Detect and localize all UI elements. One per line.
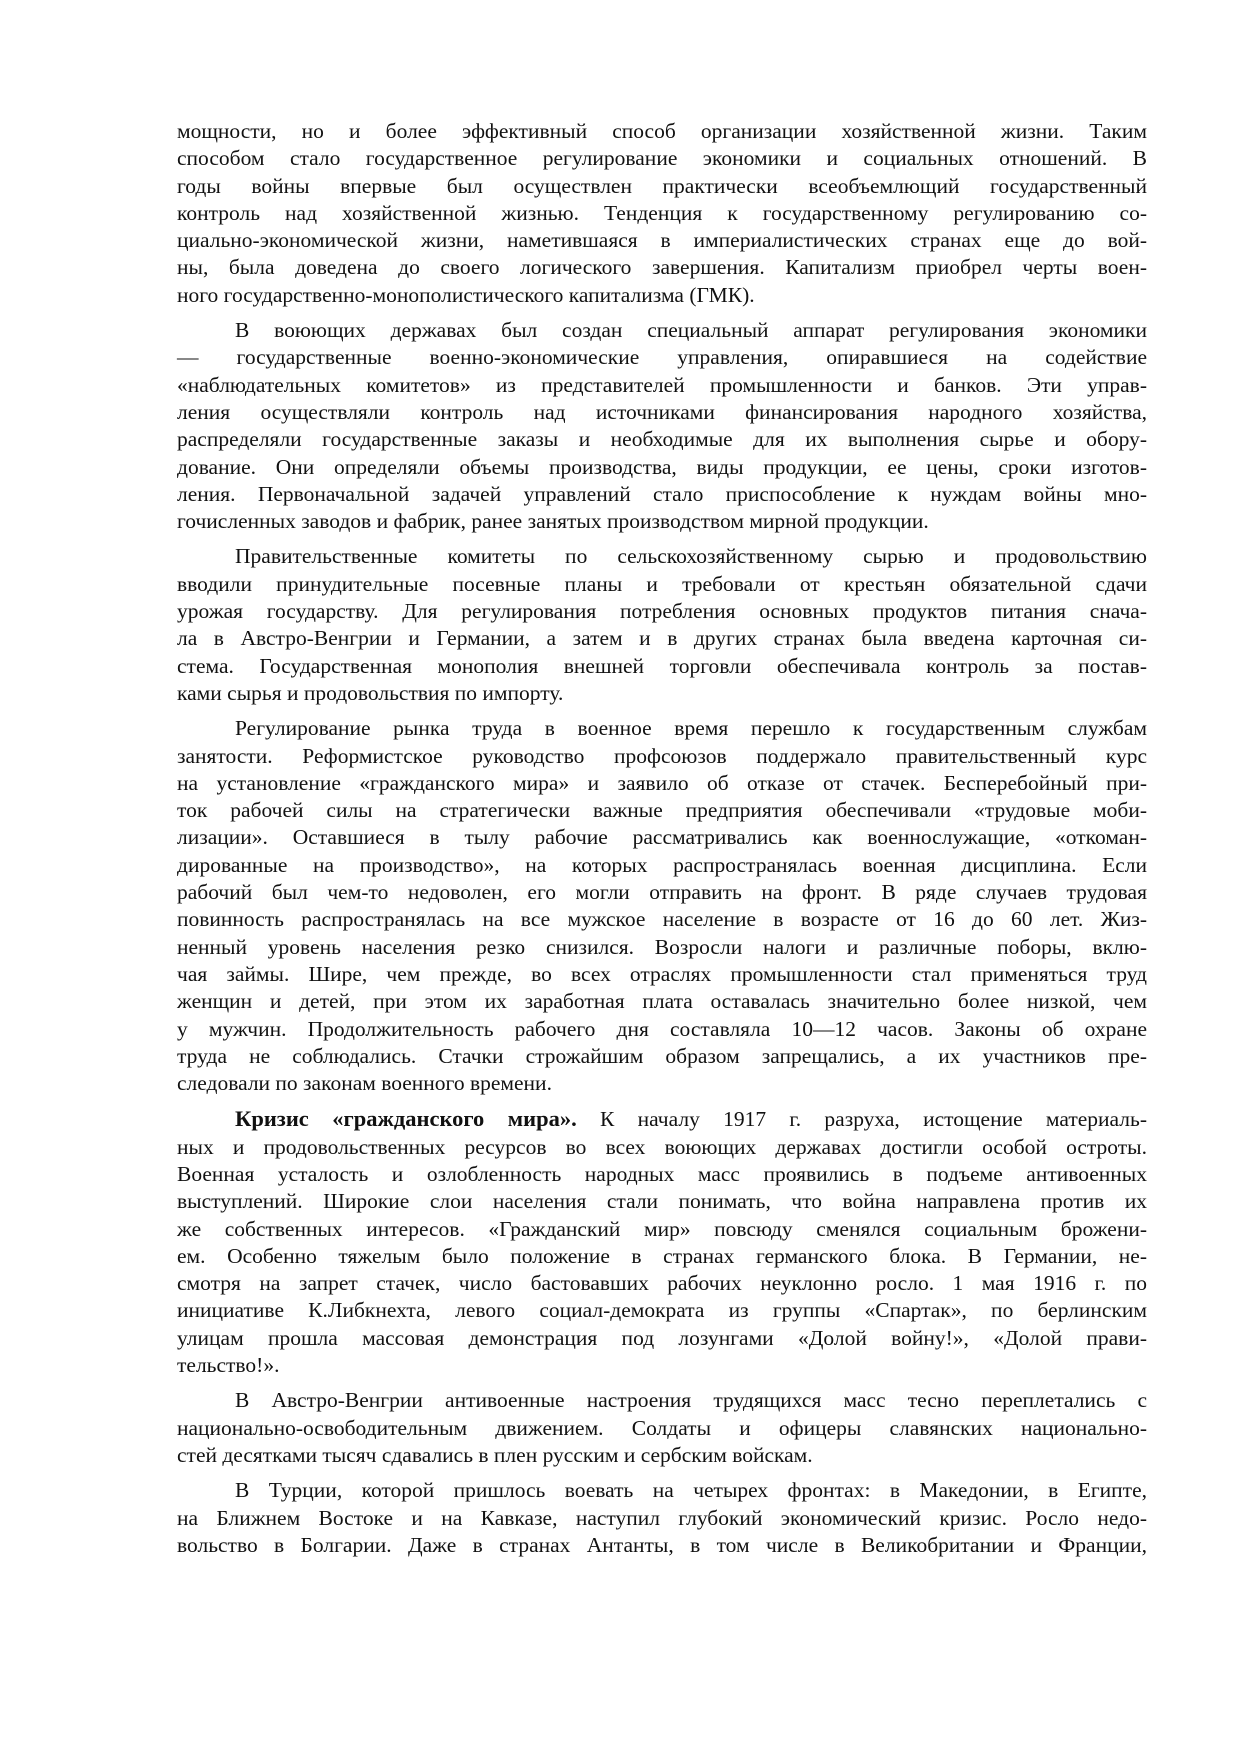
text-line: на Ближнем Востоке и на Кавказе, наступил глубокий экономический кризис. Росло недо- bbox=[177, 1505, 1147, 1530]
text-line: повинность распространялась на все мужское население в возрасте от 16 до 60 лет. Жиз- bbox=[177, 907, 1147, 932]
text-line: на установление «гражданского мира» и заявило об отказе от стачек. Бесперебойный при- bbox=[177, 770, 1147, 795]
text-line: тельство!». bbox=[177, 1353, 280, 1378]
text-line: В Турции, которой пришлось воевать на четырех фронтах: в Македонии, в Египте, bbox=[235, 1478, 1147, 1503]
text-line: ления осуществляли контроль над источниками финансирования народного хозяйства, bbox=[177, 399, 1147, 424]
text-line: смотря на запрет стачек, число бастовавших рабочих неуклонно росло. 1 мая 1916 г. по bbox=[177, 1271, 1147, 1296]
text-line: стема. Государственная монополия внешней торговли обеспечивала контроль за постав- bbox=[177, 653, 1147, 678]
text-line: способом стало государственное регулирование экономики и социальных отношений. В bbox=[177, 146, 1147, 171]
text-line: улицам прошла массовая демонстрация под лозунгами «Долой войну!», «Долой прави- bbox=[177, 1325, 1147, 1350]
text-line: следовали по законам военного времени. bbox=[177, 1071, 552, 1096]
text-line: распределяли государственные заказы и необходимые для их выполнения сырье и обору- bbox=[177, 427, 1147, 452]
text-line: годы войны впервые был осуществлен практически всеобъемлющий государственный bbox=[177, 173, 1147, 198]
text-line: контроль над хозяйственной жизнью. Тенденция к государственному регулированию со- bbox=[177, 200, 1147, 225]
text-line bbox=[177, 1105, 1147, 1133]
text-line: — государственные военно-экономические управления, опиравшиеся на содействие bbox=[177, 345, 1147, 370]
text-line: ны, была доведена до своего логического завершения. Капитализм приобрел черты воен- bbox=[177, 255, 1147, 280]
paragraph-7 bbox=[177, 1477, 1147, 1559]
text-line: стей десятками тысяч сдавались в плен русским и сербским войскам. bbox=[177, 1442, 813, 1467]
text-line: национально-освободительным движением. Солдаты и офицеры славянских национально- bbox=[177, 1415, 1147, 1440]
section-heading: Кризис «гражданского мира». bbox=[235, 1106, 577, 1132]
text-line: чая займы. Шире, чем прежде, во всех отраслях промышленности стал применяться труд bbox=[177, 961, 1147, 986]
paragraph-2 bbox=[177, 317, 1147, 535]
paragraph-6 bbox=[177, 1387, 1147, 1469]
text-line: В Австро-Венгрии антивоенные настроения трудящихся масс тесно переплетались с bbox=[235, 1388, 1147, 1413]
text-line: ного государственно-монополистического капитализма (ГМК). bbox=[177, 282, 755, 307]
text-line: Регулирование рынка труда в военное время перешло к государственным службам bbox=[235, 716, 1147, 741]
text-line: женщин и детей, при этом их заработная плата оставалась значительно более низкой, чем bbox=[177, 989, 1147, 1014]
text-line: занятости. Реформистское руководство профсоюзов поддержало правительственный курс bbox=[177, 743, 1147, 768]
text-line: Военная усталость и озлобленность народных масс проявились в подъеме антивоенных bbox=[177, 1161, 1147, 1186]
text-line: у мужчин. Продолжительность рабочего дня составляла 10—12 часов. Законы об охране bbox=[177, 1016, 1147, 1041]
text-line: рабочий был чем-то недоволен, его могли отправить на фронт. В ряде случаев трудовая bbox=[177, 880, 1147, 905]
text-line: труда не соблюдались. Стачки строжайшим образом запрещались, а их участников пре- bbox=[177, 1043, 1147, 1068]
text-line: ления. Первоначальной задачей управлений стало приспособление к нуждам войны мно- bbox=[177, 481, 1147, 506]
text-line: мощности, но и более эффективный способ организации хозяйственной жизни. Таким bbox=[177, 119, 1147, 143]
text-line: ток рабочей силы на стратегически важные предприятия обеспечивали «трудовые моби- bbox=[177, 798, 1147, 823]
text-line: ками сырья и продовольствия по импорту. bbox=[177, 680, 564, 705]
text-line: вольство в Болгарии. Даже в странах Антанты, в том числе в Великобритании и Франции, bbox=[177, 1532, 1147, 1557]
text-line: же собственных интересов. «Гражданский мир» повсюду сменялся социальным брожени- bbox=[177, 1216, 1147, 1241]
text-line: выступлений. Широкие слои населения стали понимать, что война направлена против их bbox=[177, 1189, 1147, 1214]
paragraph-3 bbox=[177, 543, 1147, 707]
text-line: гочисленных заводов и фабрик, ранее занятых производством мирной продукции. bbox=[177, 509, 929, 534]
document-page bbox=[177, 118, 1147, 1567]
paragraph-5 bbox=[177, 1105, 1147, 1379]
text-line: ла в Австро-Венгрии и Германии, а затем и в других странах была введена карточная си- bbox=[177, 626, 1147, 651]
text-line: лизации». Оставшиеся в тылу рабочие рассматривались как военнослужащие, «откоман- bbox=[177, 825, 1147, 850]
text-fragment: К началу 1917 г. разруха, истощение материаль- bbox=[576, 1107, 1147, 1132]
text-line: дированные на производство», на которых распространялась военная дисциплина. Если bbox=[177, 852, 1147, 877]
text-line: вводили принудительные посевные планы и требовали от крестьян обязательной сдачи bbox=[177, 571, 1147, 596]
text-line: дование. Они определяли объемы производства, виды продукции, ее цены, сроки изготов- bbox=[177, 454, 1147, 479]
text-line: ных и продовольственных ресурсов во всех воюющих державах достигли особой остроты. bbox=[177, 1134, 1147, 1159]
text-line: «наблюдательных комитетов» из представителей промышленности и банков. Эти управ- bbox=[177, 372, 1147, 397]
text-line: ненный уровень населения резко снизился. Возросли налоги и различные поборы, вклю- bbox=[177, 934, 1147, 959]
text-line: инициативе К.Либкнехта, левого социал-демократа из группы «Спартак», по берлинским bbox=[177, 1298, 1147, 1323]
text-line: циально-экономической жизни, наметившаяся в империалистических странах еще до вой- bbox=[177, 228, 1147, 253]
paragraph-4 bbox=[177, 715, 1147, 1097]
text-line: урожая государству. Для регулирования потребления основных продуктов питания снача- bbox=[177, 599, 1147, 624]
text-line: ем. Особенно тяжелым было положение в странах германского блока. В Германии, не- bbox=[177, 1243, 1147, 1268]
text-line: В воюющих державах был создан специальный аппарат регулирования экономики bbox=[235, 318, 1147, 343]
text-line: Правительственные комитеты по сельскохозяйственному сырью и продовольствию bbox=[235, 544, 1147, 569]
paragraph-1 bbox=[177, 118, 1147, 309]
